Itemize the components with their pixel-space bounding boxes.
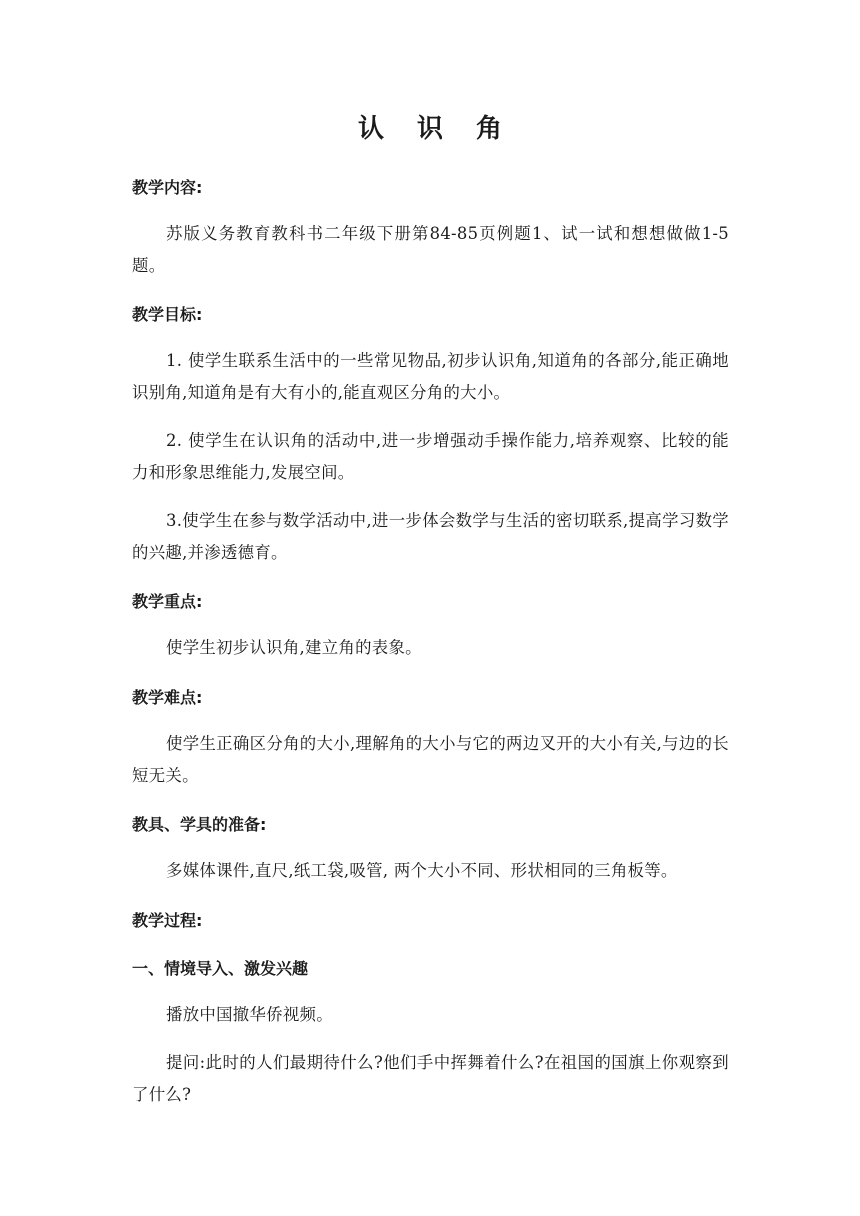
heading-part-1: 一、情境导入、激发兴趣: [132, 959, 309, 978]
paragraph-key-point: 使学生初步认识角,建立角的表象。: [166, 638, 422, 657]
paragraph-goal-2: 2. 使学生在认识角的活动中,进一步增强动手操作能力,培养观察、比较的能力和形象思维能力,发展空间。: [132, 431, 729, 482]
heading-teaching-process: 教学过程:: [132, 911, 203, 930]
heading-teaching-content: 教学内容:: [132, 178, 203, 197]
paragraph-goal-1: 1. 使学生联系生活中的一些常见物品,初步认识角,知道角的各部分,能正确地识别角,知道角是有大有小的,能直观区分角的大小。: [132, 351, 729, 402]
heading-tools: 教具、学具的准备:: [132, 815, 267, 834]
document-title: 认 识 角: [357, 114, 515, 144]
paragraph-difficulty: 使学生正确区分角的大小,理解角的大小与它的两边叉开的大小有关,与边的长短无关。: [132, 734, 729, 785]
paragraph-part-1-video: 播放中国撤华侨视频。: [166, 1005, 333, 1024]
paragraph-teaching-content: 苏版义务教育教科书二年级下册第84-85页例题1、试一试和想想做做1-5题。: [132, 224, 729, 275]
paragraph-part-1-question: 提问:此时的人们最期待什么?他们手中挥舞着什么?在祖国的国旗上你观察到了什么?: [132, 1053, 729, 1104]
heading-key-point: 教学重点:: [132, 592, 203, 611]
heading-teaching-goals: 教学目标:: [132, 305, 203, 324]
paragraph-goal-3: 3.使学生在参与数学活动中,进一步体会数学与生活的密切联系,提高学习数学的兴趣,并渗透德育。: [132, 511, 729, 562]
paragraph-tools: 多媒体课件,直尺,纸工袋,吸管, 两个大小不同、形状相同的三角板等。: [166, 861, 678, 880]
heading-difficulty: 教学难点:: [132, 688, 203, 707]
